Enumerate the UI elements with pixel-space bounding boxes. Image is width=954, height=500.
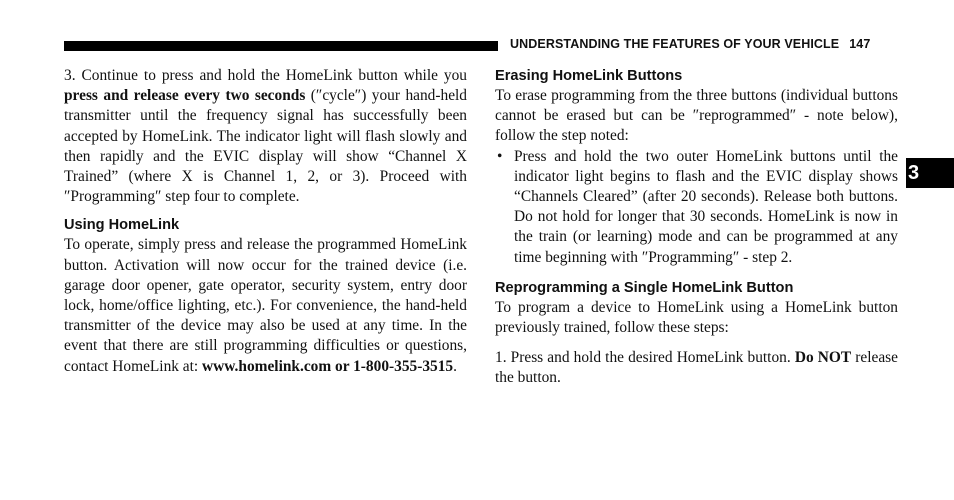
erasing-paragraph: To erase programming from the three buttons (individual buttons cannot be erased but can be ″reprogrammed″ - note below), follow the step noted:	[495, 87, 898, 145]
bullet-icon: •	[497, 147, 503, 165]
list-item: • Press and hold the two outer HomeLink buttons until the indicator light begins to flash and the EVIC display shows “Channels Cleared” (after 20 seconds). Release both buttons. Do not hold for longer that 30 seconds. HomeLink is now in the train (or learning) mode and can be programmed at any time beginning with ″Programming″ - step 2.	[497, 147, 898, 266]
erasing-heading: Erasing HomeLink Buttons	[495, 68, 683, 84]
header-rule	[64, 41, 498, 51]
header-title: UNDERSTANDING THE FEATURES OF YOUR VEHICLE	[510, 37, 840, 51]
page-number: 147	[849, 37, 871, 51]
right-column	[495, 66, 898, 389]
step-3-paragraph: 3. Continue to press and hold the HomeLink button while you press and release every two seconds (″cycle″) your hand-held transmitter until the frequency signal has successfully been accepted by HomeLink. The indicator light will flash slowly and then rapidly and the EVIC display will show “Channel X Trained” (where X is Channel 1, 2, or 3). Proceed with ″Programming″ step four to complete.	[64, 67, 467, 206]
reprogramming-heading: Reprogramming a Single HomeLink Button	[495, 279, 794, 296]
contact-info: www.homelink.com or 1-800-355-3515	[202, 357, 454, 375]
erasing-bullet-list	[495, 147, 898, 268]
using-homelink-paragraph: To operate, simply press and release the programmed HomeLink button. Activation will now occur for the trained device (i.e. garage door opener, gate operator, security system, entry door lock, home/office lighting, etc.). For convenience, the hand-held transmitter of the device may also be used at any time. In the event that there are still programming difficulties or questions, contact HomeLink at: www.homelink.com or 1-800-355-3515.	[64, 236, 467, 375]
running-header	[510, 37, 870, 51]
left-column	[64, 66, 467, 377]
step-1-emphasis: Do NOT	[794, 349, 852, 367]
step-3-emphasis: press and release every two seconds	[64, 87, 306, 105]
reprogramming-paragraph: To program a device to HomeLink using a HomeLink button previously trained, follow these steps:	[495, 298, 898, 337]
using-homelink-heading: Using HomeLink	[64, 217, 180, 234]
chapter-tab: 3	[906, 158, 954, 188]
step-1-paragraph: 1. Press and hold the desired HomeLink button. Do NOT release the button.	[495, 349, 898, 387]
